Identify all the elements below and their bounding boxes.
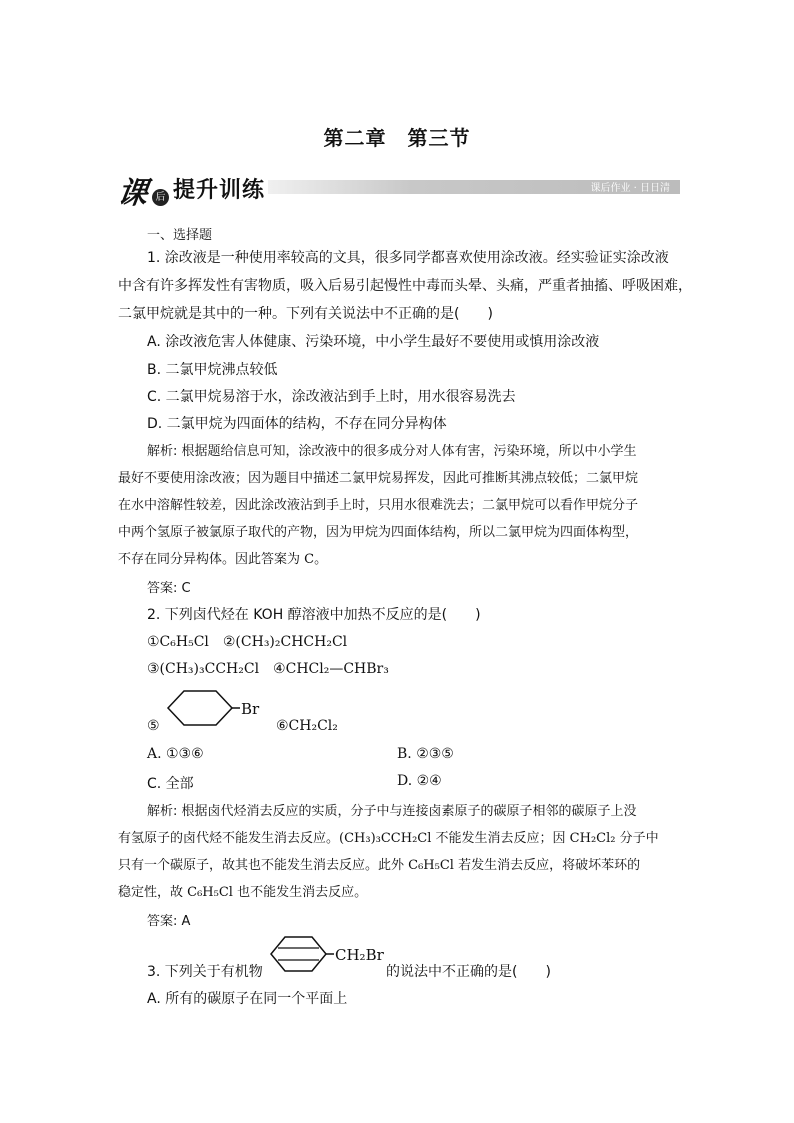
banner-logo-badge: 后 xyxy=(152,189,169,206)
q2-answer-label: 答案: xyxy=(147,914,178,929)
q2-explanation-line-2: 有氢原子的卤代烃不能发生消去反应。(CH₃)₃CCH₂Cl 不能发生消去反应；因 CH₂Cl₂ 分子中 xyxy=(118,831,659,846)
q2-item-6: ⑥CH₂Cl₂ xyxy=(276,718,338,734)
q2-item-5-number: ⑤ xyxy=(147,718,160,734)
banner-right-text: 课后作业 · 日日清 xyxy=(590,183,670,194)
q2-stem: 2. 下列卤代烃在 KOH 醇溶液中加热不反应的是( ) xyxy=(147,607,481,623)
q1-explanation-label: 解析: xyxy=(147,444,178,459)
page-title: 第二章 第三节 xyxy=(323,126,471,150)
q1-option-c: C. 二氯甲烷易溶于水，涂改液沾到手上时，用水很容易洗去 xyxy=(147,389,516,405)
q3-stem-end: 的说法中不正确的是( ) xyxy=(386,964,551,980)
q1-stem-line-3: 二氯甲烷就是其中的一种。下列有关说法中不正确的是( ) xyxy=(118,306,493,322)
q2-items-3-4: ③(CH₃)₃CCH₂Cl ④CHCl₂—CHBr₃ xyxy=(147,661,389,677)
q3-option-a: A. 所有的碳原子在同一个平面上 xyxy=(147,991,348,1007)
substituent-label: CH₂Br xyxy=(335,946,384,964)
q1-explanation-text-1: 根据题给信息可知，涂改液中的很多成分对人体有害，污染环境，所以中小学生 xyxy=(177,444,637,459)
q2-option-a: A. ①③⑥ xyxy=(147,746,204,762)
q1-explanation-line-3: 在水中溶解性较差，因此涂改液沾到手上时，只用水很难洗去；二氯甲烷可以看作甲烷分子 xyxy=(118,498,639,513)
section-heading: 一、选择题 xyxy=(147,228,213,243)
q2-explanation-line-4: 稳定性，故 C₆H₅Cl 也不能发生消去反应。 xyxy=(118,885,368,900)
q1-stem-line-1: 1. 涂改液是一种使用率较高的文具，很多同学都喜欢使用涂改液。经实验证实涂改液 xyxy=(147,250,669,266)
q1-explanation-line-1 xyxy=(147,440,637,459)
q1-stem-line-2: 中含有许多挥发性有害物质，吸入后易引起慢性中毒而头晕、头痛，严重者抽搐、呼吸困难， xyxy=(118,278,692,294)
bromine-label: Br xyxy=(241,700,260,718)
q1-explanation-line-2: 最好不要使用涂改液；因为题目中描述二氯甲烷易挥发，因此可推断其沸点较低；二氯甲烷 xyxy=(118,471,639,486)
q2-option-c: C. 全部 xyxy=(147,776,194,792)
q2-explanation-line-3: 只有一个碳原子，故其也不能发生消去反应。此外 C₆H₅Cl 若发生消去反应，将破坏苯环的 xyxy=(118,858,641,873)
q3-stem-start: 3. 下列关于有机物 xyxy=(147,964,263,980)
q2-option-d: D. ②④ xyxy=(397,773,442,789)
q2-option-b: B. ②③⑤ xyxy=(397,746,454,762)
section-banner xyxy=(115,168,680,211)
q2-explanation-label: 解析: xyxy=(147,804,178,819)
q1-explanation-line-5: 不存在同分异构体。因此答案为 C。 xyxy=(118,552,328,567)
banner-heading: 提升训练 xyxy=(173,178,266,203)
benzyl-bromide-structure xyxy=(262,932,392,978)
q2-explanation-line-1 xyxy=(147,800,637,819)
q1-option-b: B. 二氯甲烷沸点较低 xyxy=(147,362,278,378)
banner-logo-char: 课 xyxy=(115,176,150,211)
q1-option-a: A. 涂改液危害人体健康、污染环境，中小学生最好不要使用或慎用涂改液 xyxy=(147,334,600,350)
benzene-ring xyxy=(271,937,326,971)
cyclohexane-ring xyxy=(168,691,232,725)
q2-answer xyxy=(147,910,190,929)
q2-answer-value: A xyxy=(177,914,191,929)
q1-answer-value: C xyxy=(177,581,191,596)
q1-explanation-line-4: 中两个氢原子被氯原子取代的产物，因为甲烷为四面体结构，所以二氯甲烷为四面体构型， xyxy=(118,525,639,540)
q2-items-1-2: ①C₆H₅Cl ②(CH₃)₂CHCH₂Cl xyxy=(147,634,348,650)
banner-bar xyxy=(268,180,680,194)
q1-answer xyxy=(147,577,191,596)
q1-answer-label: 答案: xyxy=(147,581,178,596)
q2-explanation-text-1: 根据卤代烃消去反应的实质，分子中与连接卤素原子的碳原子相邻的碳原子上没 xyxy=(177,804,637,819)
cyclohexyl-bromide-structure xyxy=(160,685,270,735)
q1-option-d: D. 二氯甲烷为四面体的结构，不存在同分异构体 xyxy=(147,416,447,432)
